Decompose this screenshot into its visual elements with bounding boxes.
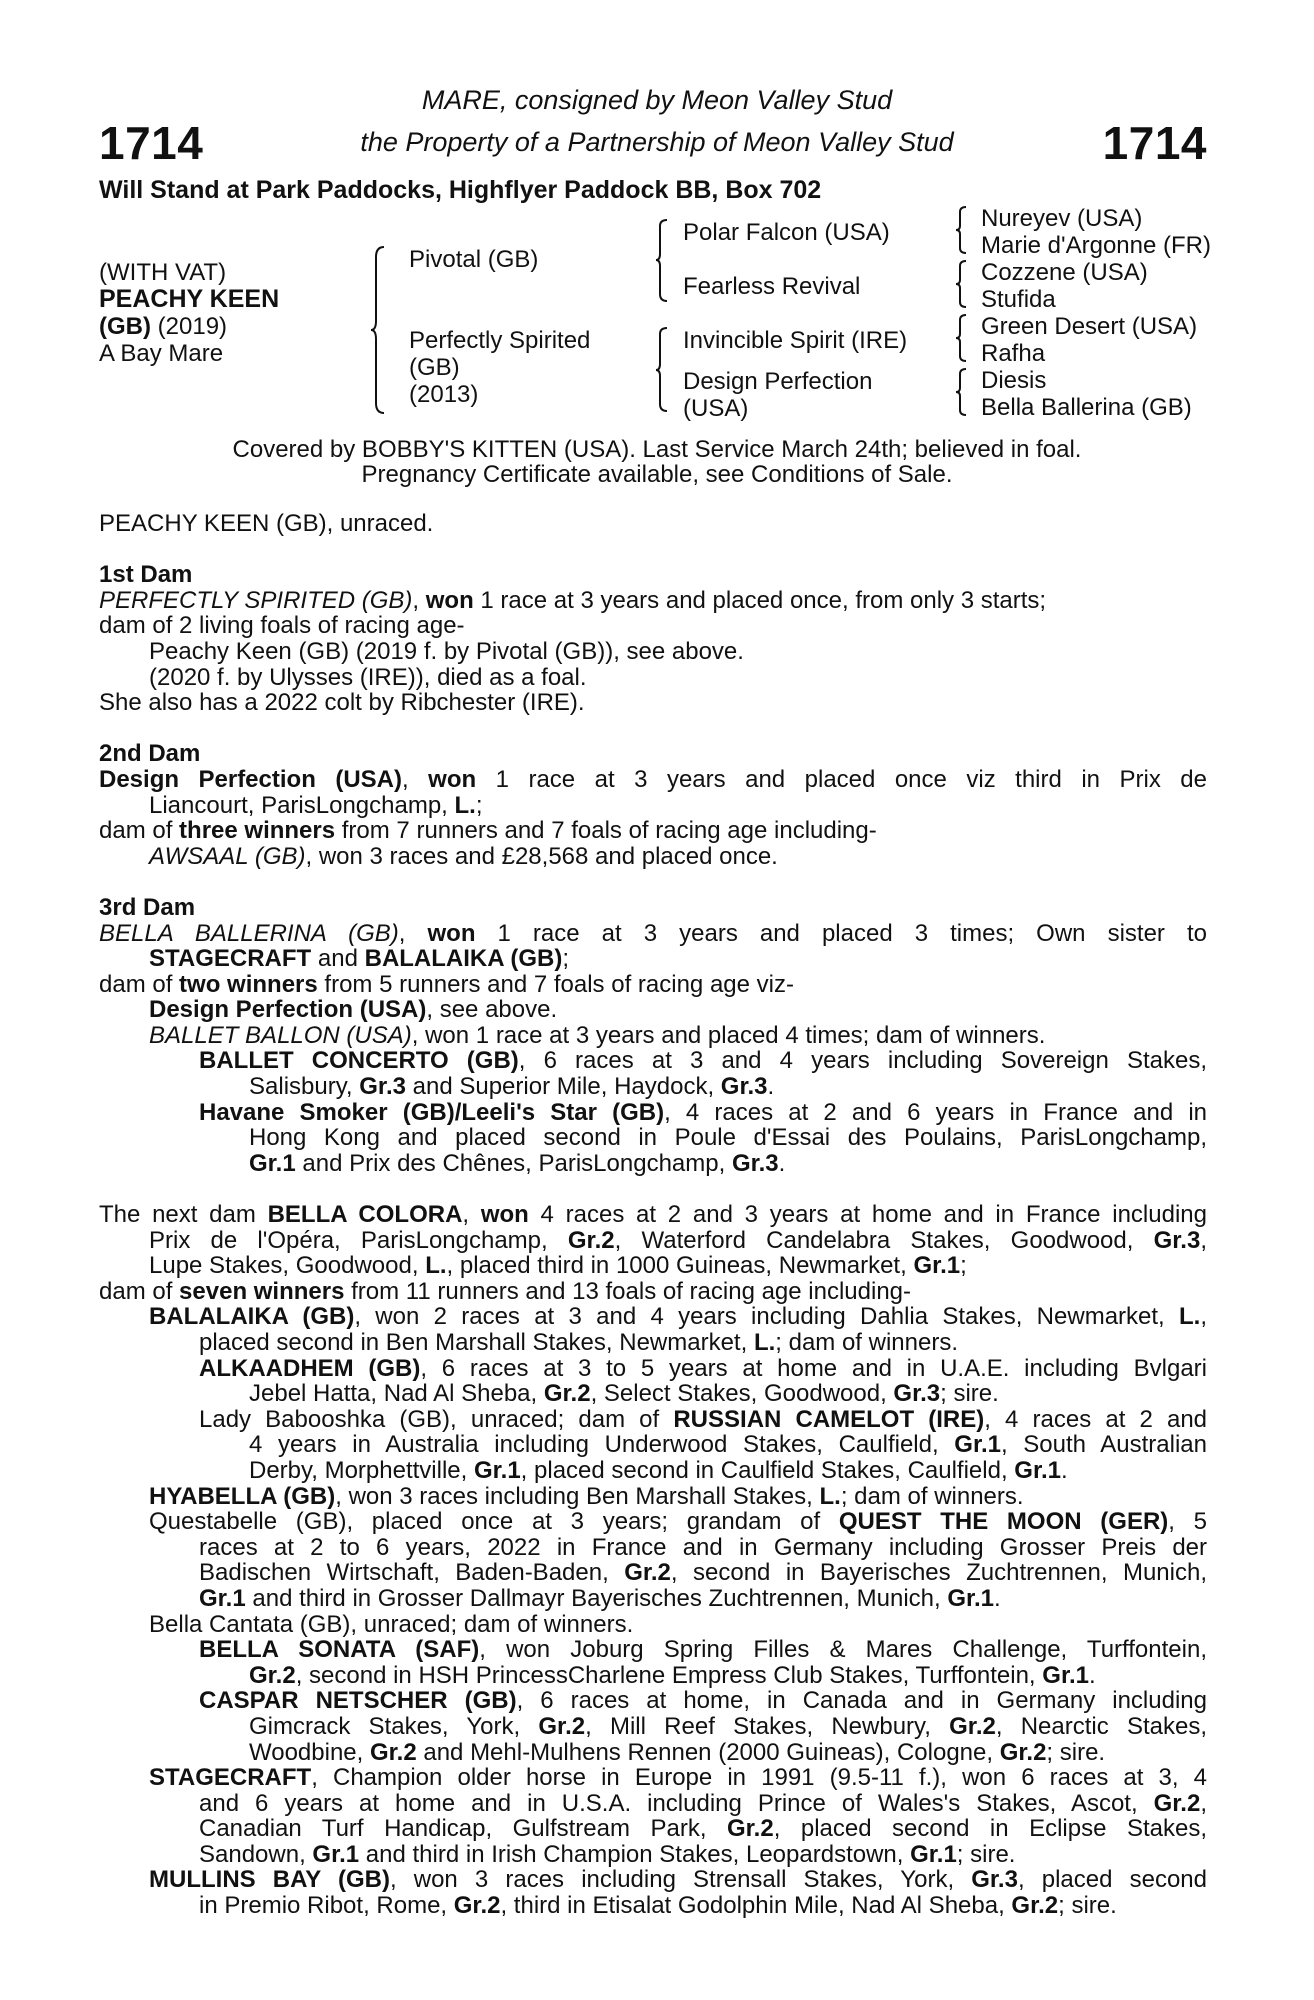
horse-name: AWSAAL (GB) xyxy=(149,842,306,870)
second-dam-name: Design Perfection (USA) xyxy=(99,765,402,793)
text: 4 races at 2 and 3 years at home and in France including xyxy=(528,1201,1207,1229)
first-dam-line2: dam of 2 living foals of racing age- xyxy=(99,612,465,640)
grade: Gr.2 xyxy=(538,1712,586,1740)
third-dam-line7 xyxy=(99,1074,1207,1100)
pedigree-dam-dam-line2: (USA) xyxy=(683,395,749,422)
first-dam-record: 1 race at 3 years and placed once, from only 3 starts; xyxy=(473,586,1047,614)
bella-cantata-line: Bella Cantata (GB), unraced; dam of winners. xyxy=(149,1610,634,1638)
questabelle-line1 xyxy=(99,1509,1207,1535)
next-dam-line2 xyxy=(99,1228,1207,1254)
text: and third in Irish Champion Stakes, Leopardstown, xyxy=(359,1840,911,1868)
horse-name: CASPAR NETSCHER (GB) xyxy=(199,1687,517,1715)
lot-number-left: 1714 xyxy=(99,117,204,169)
horse-name: MULLINS BAY (GB) xyxy=(149,1866,390,1894)
unraced-note: PEACHY KEEN (GB), unraced. xyxy=(99,510,434,537)
grade: Gr.1 xyxy=(312,1840,360,1868)
grade: Gr.3 xyxy=(893,1380,941,1408)
text: , see above. xyxy=(426,996,558,1024)
text: and Prix des Chênes, ParisLongchamp, xyxy=(295,1149,732,1177)
pedigree-brace-dam xyxy=(655,326,673,414)
text: . xyxy=(994,1584,1001,1612)
text: , won 3 races including Ben Marshall Stakes, xyxy=(335,1482,820,1510)
pedigree-sdd: Stufida xyxy=(981,286,1056,313)
horse-origin xyxy=(99,313,227,340)
grade: Gr.2 xyxy=(249,1661,296,1689)
horse-name: BELLA SONATA (SAF) xyxy=(199,1636,480,1664)
next-dam-line1 xyxy=(99,1202,1207,1228)
text: . xyxy=(778,1149,786,1177)
text: , won 3 races including Strensall Stakes, York, xyxy=(389,1866,972,1894)
text: and Superior Mile, Haydock, xyxy=(405,1073,721,1101)
grade: Gr.1 xyxy=(249,1149,296,1177)
won-label: won xyxy=(428,765,477,793)
caspar-netscher-line3 xyxy=(99,1740,1207,1766)
mullins-bay-line2 xyxy=(99,1893,1207,1919)
pedigree-dam-line2: (GB) xyxy=(409,354,460,381)
text: from 11 runners and 13 foals of racing age including- xyxy=(344,1277,912,1305)
pedigree-sire-sire: Polar Falcon (USA) xyxy=(683,219,890,246)
grade: Gr.2 xyxy=(1011,1892,1059,1920)
horse-name: STAGECRAFT xyxy=(149,1764,312,1792)
text: and third in Grosser Dallmayr Bayerisches Zuchtrennen, Munich, xyxy=(245,1584,948,1612)
text: Lupe Stakes, Goodwood, xyxy=(149,1252,426,1280)
stagecraft-line3 xyxy=(99,1816,1207,1842)
pedigree-dsd: Rafha xyxy=(981,340,1046,367)
text: , xyxy=(1200,1789,1207,1817)
horse-description: A Bay Mare xyxy=(99,340,224,367)
first-dam-name: PERFECTLY SPIRITED (GB) xyxy=(99,586,413,614)
winners-count: three winners xyxy=(179,817,336,845)
horse-year: (2019) xyxy=(157,313,228,340)
text: 4 years in Australia including Underwood Stakes, Caulfield, xyxy=(249,1431,955,1459)
covered-line1: Covered by BOBBY'S KITTEN (USA). Last Service March 24th; believed in foal. xyxy=(232,436,1082,463)
third-dam-line5 xyxy=(99,1023,1207,1049)
pedigree-sire: Pivotal (GB) xyxy=(409,246,539,273)
horse-name: Design Perfection (USA) xyxy=(149,996,427,1024)
second-dam-line2 xyxy=(99,793,1207,819)
grade: Gr.2 xyxy=(624,1559,671,1587)
lady-babooshka-line2 xyxy=(99,1432,1207,1458)
text: dam of xyxy=(99,1277,180,1305)
second-dam-line3 xyxy=(99,818,1207,844)
grade: Gr.1 xyxy=(199,1584,246,1612)
third-dam-line8 xyxy=(99,1100,1207,1126)
grade: Gr.2 xyxy=(999,1738,1047,1766)
pedigree-brace-dd xyxy=(955,367,971,417)
grade: Gr.3 xyxy=(731,1149,779,1177)
caspar-netscher-line2 xyxy=(99,1714,1207,1740)
text: , second in HSH PrincessCharlene Empress Club Stakes, Turffontein, xyxy=(295,1661,1043,1689)
pedigree-brace-gen1 xyxy=(370,245,390,415)
horse-name: BALALAIKA (GB) xyxy=(364,945,563,973)
pedigree-brace-ds xyxy=(955,313,971,363)
pedigree-dss: Green Desert (USA) xyxy=(981,313,1198,340)
text: , 5 xyxy=(1168,1508,1207,1536)
grade: Gr.2 xyxy=(949,1712,996,1740)
vat-note: (WITH VAT) xyxy=(99,259,227,286)
hyabella-line xyxy=(99,1484,1207,1510)
text: Questabelle (GB), placed once at 3 years; grandam of xyxy=(149,1508,839,1536)
grade: Gr.1 xyxy=(910,1840,957,1868)
text: , Mill Reef Stakes, Newbury, xyxy=(585,1712,950,1740)
text: . xyxy=(1061,1456,1068,1484)
grade: Gr.2 xyxy=(453,1892,501,1920)
pedigree-sss: Nureyev (USA) xyxy=(981,205,1143,232)
text: placed second in Ben Marshall Stakes, Newmarket, xyxy=(199,1329,754,1356)
catalogue-body xyxy=(99,511,1207,1919)
grade: Gr.2 xyxy=(567,1226,615,1254)
caspar-netscher-line1 xyxy=(99,1688,1207,1714)
text: ; xyxy=(475,791,483,819)
lady-babooshka-line3 xyxy=(99,1458,1207,1484)
text: dam of xyxy=(99,817,180,845)
third-dam-name: BELLA BALLERINA (GB) xyxy=(99,919,399,947)
won-label: won xyxy=(480,1201,529,1229)
pedigree-sds: Cozzene (USA) xyxy=(981,259,1148,286)
stand-location: Will Stand at Park Paddocks, Highflyer Paddock BB, Box 702 xyxy=(99,176,822,204)
grade: Gr.3 xyxy=(720,1073,768,1101)
text: Prix de l'Opéra, ParisLongchamp, xyxy=(149,1226,568,1254)
text: Salisbury, xyxy=(249,1073,360,1101)
second-dam-line4 xyxy=(99,844,1207,870)
text: from 7 runners and 7 foals of racing age including- xyxy=(335,817,877,845)
text: , placed third in 1000 Guineas, Newmarket, xyxy=(446,1252,914,1280)
alkaadhem-line1 xyxy=(99,1356,1207,1382)
text: , Select Stakes, Goodwood, xyxy=(590,1380,894,1408)
text: , second in Bayerisches Zuchtrennen, Munich, xyxy=(670,1559,1207,1587)
text: Sandown, xyxy=(199,1840,313,1868)
bella-sonata-line2 xyxy=(99,1663,1207,1689)
alkaadhem-line2 xyxy=(99,1381,1207,1407)
first-dam-foal1: Peachy Keen (GB) (2019 f. by Pivotal (GB)), see above. xyxy=(149,637,744,665)
consignment-line: MARE, consigned by Meon Valley Stud xyxy=(421,85,893,115)
grade: Gr.3 xyxy=(971,1866,1018,1894)
text: , won 2 races at 3 and 4 years including Dahlia Stakes, Newmarket, xyxy=(354,1303,1179,1331)
text: ; dam of winners. xyxy=(840,1482,1024,1510)
next-dam-line3 xyxy=(99,1253,1207,1279)
pedigree-dam-line1: Perfectly Spirited xyxy=(409,327,591,354)
text: , xyxy=(462,1201,481,1229)
text: Jebel Hatta, Nad Al Sheba, xyxy=(249,1380,544,1408)
text: , 6 races at 3 and 4 years including Sovereign Stakes, xyxy=(518,1047,1207,1075)
grade: Gr.2 xyxy=(1153,1789,1201,1817)
text: and Mehl-Mulhens Rennen (2000 Guineas), Cologne, xyxy=(416,1738,1000,1766)
text: , Champion older horse in Europe in 1991 (9.5-11 f.), won 6 races at 3, 4 xyxy=(311,1764,1207,1792)
text: , 4 races at 2 and xyxy=(984,1405,1208,1433)
stagecraft-line4 xyxy=(99,1842,1207,1868)
text: The next dam xyxy=(99,1201,268,1229)
text: , placed second xyxy=(1017,1866,1207,1894)
stagecraft-line1 xyxy=(99,1765,1207,1791)
text: , won Joburg Spring Filles & Mares Challenge, Turffontein, xyxy=(479,1636,1207,1664)
text: , Nearctic Stakes, xyxy=(995,1712,1207,1740)
third-dam-line3 xyxy=(99,972,1207,998)
text: Liancourt, ParisLongchamp, xyxy=(149,791,455,819)
questabelle-line2: races at 2 to 6 years, 2022 in France and in Germany including Grosser Preis der xyxy=(199,1533,1207,1561)
listed-label: L. xyxy=(819,1482,841,1510)
text: . xyxy=(767,1073,775,1101)
horse-name: Havane Smoker (GB)/Leeli's Star (GB) xyxy=(199,1098,665,1126)
third-dam-heading: 3rd Dam xyxy=(99,893,196,921)
text: ; sire. xyxy=(1058,1892,1117,1920)
balalaika-line1 xyxy=(99,1304,1207,1330)
horse-name: QUEST THE MOON (GER) xyxy=(838,1508,1169,1536)
lot-number-right: 1714 xyxy=(1102,117,1207,169)
mullins-bay-line1 xyxy=(99,1867,1207,1893)
pedigree-brace-sd xyxy=(955,259,971,309)
text: , won 1 race at 3 years and placed 4 times; dam of winners. xyxy=(411,1021,1046,1049)
grade: Gr.2 xyxy=(543,1380,591,1408)
questabelle-line3 xyxy=(99,1560,1207,1586)
listed-label: L. xyxy=(425,1252,447,1280)
grade: Gr.2 xyxy=(369,1738,417,1766)
text: , Waterford Candelabra Stakes, Goodwood, xyxy=(614,1226,1154,1254)
pedigree-dam-dam-line1: Design Perfection xyxy=(683,368,873,395)
listed-label: L. xyxy=(1179,1303,1201,1331)
text: Badischen Wirtschaft, Baden-Baden, xyxy=(199,1559,625,1587)
text: ; dam of winners. xyxy=(775,1329,959,1356)
grade: Gr.1 xyxy=(947,1584,995,1612)
pedigree-dam-line3: (2013) xyxy=(409,381,479,408)
text: Gimcrack Stakes, York, xyxy=(249,1712,539,1740)
third-dam-line2 xyxy=(99,946,1207,972)
horse-country: (GB) xyxy=(99,313,151,340)
listed-label: L. xyxy=(454,791,476,819)
text: ; sire. xyxy=(1046,1738,1106,1766)
second-dam-line1: Design Perfection (USA), won 1 race at 3 years and placed once viz third in Prix de xyxy=(99,765,1207,793)
next-dam-line4 xyxy=(99,1279,1207,1305)
pedigree-dds: Diesis xyxy=(981,367,1047,394)
text: 1 race at 3 years and placed 3 times; Own sister to xyxy=(475,919,1207,947)
horse-name: BALALAIKA (GB) xyxy=(149,1303,355,1331)
text: , 4 races at 2 and 6 years in France and in xyxy=(664,1098,1208,1126)
first-dam-line5: She also has a 2022 colt by Ribchester (IRE). xyxy=(99,689,585,717)
text: ; xyxy=(960,1252,967,1280)
text: , third in Etisalat Godolphin Mile, Nad Al Sheba, xyxy=(500,1892,1012,1920)
second-dam-heading: 2nd Dam xyxy=(99,740,201,768)
text: , South Australian xyxy=(1000,1431,1208,1459)
horse-name: PEACHY KEEN xyxy=(99,285,280,313)
winners-count: two winners xyxy=(179,970,318,998)
second-dam-record: 1 race at 3 years and placed once viz third in Prix de xyxy=(476,765,1207,793)
text: Canadian Turf Handicap, Gulfstream Park, xyxy=(199,1815,727,1843)
winners-count: seven winners xyxy=(179,1277,345,1305)
text: dam of xyxy=(99,970,180,998)
third-dam-line6 xyxy=(99,1048,1207,1074)
grade: Gr.3 xyxy=(359,1073,406,1101)
listed-label: L. xyxy=(753,1329,776,1356)
horse-name: STAGECRAFT xyxy=(149,945,312,973)
text: Lady Babooshka (GB), unraced; dam of xyxy=(199,1405,674,1433)
text: ; xyxy=(562,945,570,973)
horse-name: BALLET BALLON (USA) xyxy=(149,1021,412,1049)
pedigree-ddd: Bella Ballerina (GB) xyxy=(981,394,1192,421)
horse-name: RUSSIAN CAMELOT (IRE) xyxy=(673,1405,985,1433)
pedigree-brace-ss xyxy=(955,205,971,255)
text: , 6 races at 3 to 5 years at home and in U.A.E. including Bvlgari xyxy=(420,1354,1207,1382)
first-dam-heading: 1st Dam xyxy=(99,561,193,589)
third-dam-line1: BELLA BALLERINA (GB), won 1 race at 3 years and placed 3 times; Own sister to xyxy=(99,919,1207,947)
text: Derby, Morphettville, xyxy=(249,1456,474,1484)
pedigree-ssd: Marie d'Argonne (FR) xyxy=(981,232,1211,259)
text: , xyxy=(1200,1226,1207,1254)
grade: Gr.1 xyxy=(954,1431,1001,1459)
grade: Gr.1 xyxy=(1042,1661,1089,1689)
stagecraft-line2 xyxy=(99,1791,1207,1817)
covered-line2: Pregnancy Certificate available, see Conditions of Sale. xyxy=(361,461,953,488)
third-dam-line4 xyxy=(99,997,1207,1023)
text: ; sire. xyxy=(940,1380,999,1408)
third-dam-line9: Hong Kong and placed second in Poule d'Essai des Poulains, ParisLongchamp, xyxy=(249,1124,1207,1152)
grade: Gr.3 xyxy=(1153,1226,1201,1254)
grade: Gr.1 xyxy=(473,1456,521,1484)
pedigree-sire-dam: Fearless Revival xyxy=(683,273,861,300)
text: and 6 years at home and in U.S.A. including Prince of Wales's Stakes, Ascot, xyxy=(199,1789,1154,1817)
text: , 6 races at home, in Canada and in Germany including xyxy=(516,1687,1207,1715)
grade: Gr.1 xyxy=(1014,1456,1061,1484)
text: , placed second in Eclipse Stakes, xyxy=(773,1815,1207,1843)
bella-sonata-line1 xyxy=(99,1637,1207,1663)
text: Woodbine, xyxy=(249,1738,370,1766)
lady-babooshka-line1 xyxy=(99,1407,1207,1433)
text: , won 3 races and £28,568 and placed once. xyxy=(305,842,778,870)
won-label: won xyxy=(427,919,476,947)
text: , placed second in Caulfield Stakes, Caulfield, xyxy=(520,1456,1015,1484)
text: from 5 runners and 7 foals of racing age viz- xyxy=(317,970,794,998)
won-label: won xyxy=(425,586,474,614)
questabelle-line4 xyxy=(99,1586,1207,1612)
grade: Gr.1 xyxy=(913,1252,961,1280)
first-dam-line1: PERFECTLY SPIRITED (GB), won 1 race at 3 years and placed once, from only 3 starts; xyxy=(99,586,1047,614)
text: . xyxy=(1088,1661,1096,1689)
text: ; sire. xyxy=(956,1840,1016,1868)
text: , xyxy=(1200,1303,1207,1331)
first-dam-foal2: (2020 f. by Ulysses (IRE)), died as a foal. xyxy=(149,663,587,691)
horse-name: BELLA COLORA xyxy=(267,1201,463,1229)
text: and xyxy=(311,945,365,973)
balalaika-line2 xyxy=(99,1330,1207,1356)
pedigree-brace-sire xyxy=(655,218,673,304)
horse-name: ALKAADHEM (GB) xyxy=(199,1354,421,1382)
horse-name: HYABELLA (GB) xyxy=(149,1482,336,1510)
pedigree-dam-sire: Invincible Spirit (IRE) xyxy=(683,327,908,354)
property-line: the Property of a Partnership of Meon Valley Stud xyxy=(360,127,954,157)
horse-name: BALLET CONCERTO (GB) xyxy=(199,1047,519,1075)
third-dam-line10 xyxy=(99,1151,1207,1177)
grade: Gr.2 xyxy=(726,1815,774,1843)
text: in Premio Ribot, Rome, xyxy=(199,1892,454,1920)
